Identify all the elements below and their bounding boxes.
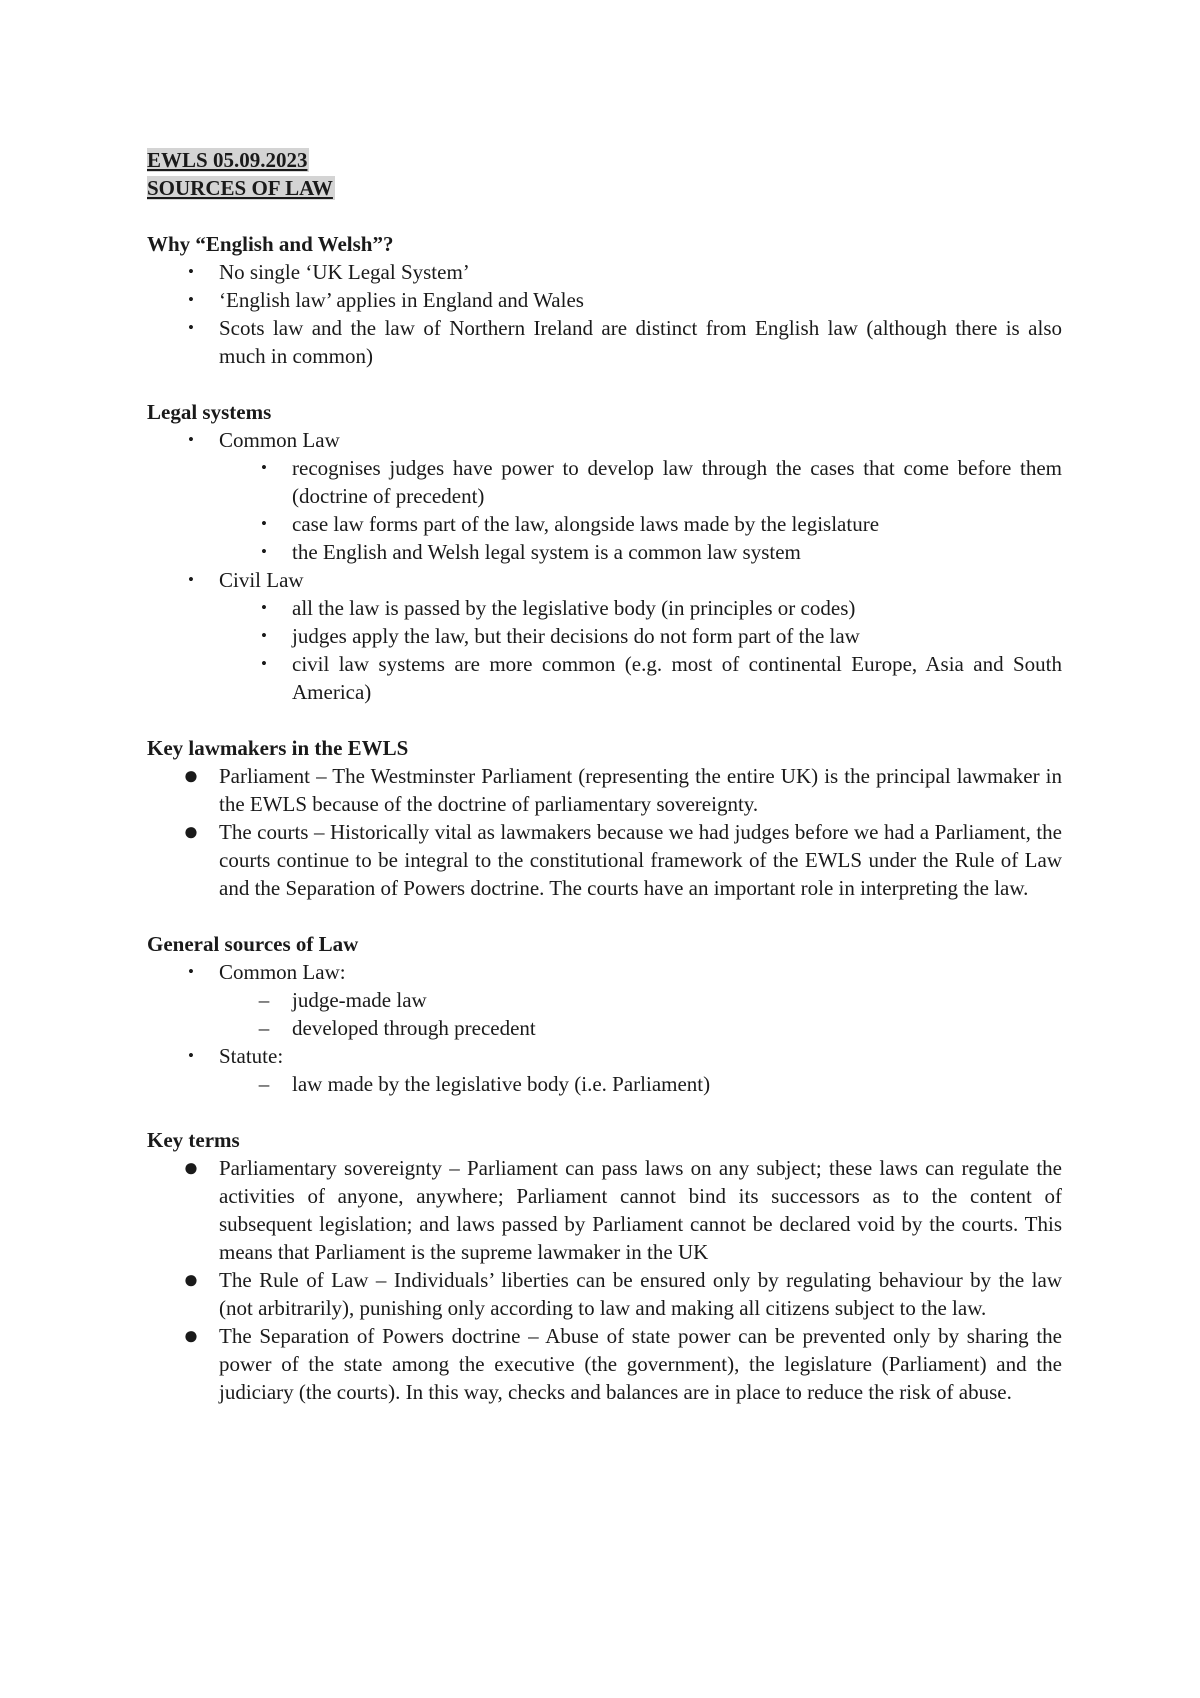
list-item: ● Parliament – The Westminster Parliament (representing the entire UK) is the principal lawmaker in the EWLS because of the doctrine of parliamentary sovereignty. bbox=[147, 762, 1062, 818]
document-body bbox=[147, 146, 1062, 1406]
bullet-icon: ● bbox=[183, 1265, 199, 1294]
dash-icon: – bbox=[258, 1016, 270, 1040]
bullet-icon: • bbox=[261, 626, 267, 645]
bullet-list bbox=[147, 258, 1062, 370]
bullet-icon: • bbox=[261, 598, 267, 617]
bullet-icon: ● bbox=[183, 1153, 199, 1182]
sub-list-item: • civil law systems are more common (e.g. most of continental Europe, Asia and South America) bbox=[147, 650, 1062, 706]
bullet-icon: • bbox=[188, 318, 194, 337]
list-item: ● The Separation of Powers doctrine – Abuse of state power can be prevented only by sharing the power of the state among the executive (the government), the legislature (Parliament) and the judiciary (the courts). In this way, checks and balances are in place to reduce the risk of abuse. bbox=[147, 1322, 1062, 1406]
doc-date-heading: EWLS 05.09.2023 bbox=[147, 148, 308, 172]
dash-icon: – bbox=[258, 1072, 270, 1096]
bullet-icon: • bbox=[261, 514, 267, 533]
list-item: • Civil Law bbox=[147, 566, 1062, 594]
bullet-list bbox=[147, 1154, 1062, 1406]
bullet-icon: ● bbox=[183, 761, 199, 790]
bullet-icon: • bbox=[188, 570, 194, 589]
section-heading: Legal systems bbox=[147, 400, 272, 424]
list-item: ● Parliamentary sovereignty – Parliament can pass laws on any subject; these laws can regulate the activities of anyone, anywhere; Parliament cannot bind its successors as to the content of subsequent legislation; and laws passed by Parliament cannot be declared void by the courts. This means that Parliament is the supreme lawmaker in the UK bbox=[147, 1154, 1062, 1266]
doc-title: SOURCES OF LAW bbox=[147, 176, 333, 200]
bullet-icon: ● bbox=[183, 1321, 199, 1350]
sub-list-item: • the English and Welsh legal system is a common law system bbox=[147, 538, 1062, 566]
bullet-icon: • bbox=[261, 654, 267, 673]
list-item: ● The courts – Historically vital as lawmakers because we had judges before we had a Parliament, the courts continue to be integral to the constitutional framework of the EWLS under the Rule of Law and the Separation of Powers doctrine. The courts have an important role in interpreting the law. bbox=[147, 818, 1062, 902]
bullet-icon: • bbox=[188, 430, 194, 449]
bullet-list bbox=[147, 426, 1062, 706]
sub-list-item: • case law forms part of the law, alongside laws made by the legislature bbox=[147, 510, 1062, 538]
bullet-icon: • bbox=[188, 1046, 194, 1065]
bullet-icon: • bbox=[261, 458, 267, 477]
list-item: • No single ‘UK Legal System’ bbox=[147, 258, 1062, 286]
sub-list-item: • recognises judges have power to develop law through the cases that come before them (doctrine of precedent) bbox=[147, 454, 1062, 510]
bullet-icon: • bbox=[188, 962, 194, 981]
section-heading: Key lawmakers in the EWLS bbox=[147, 736, 409, 760]
bullet-icon: • bbox=[261, 542, 267, 561]
bullet-icon: • bbox=[188, 262, 194, 281]
section-heading: Why “English and Welsh”? bbox=[147, 232, 394, 256]
bullet-list bbox=[147, 762, 1062, 902]
bullet-list bbox=[147, 958, 1062, 1098]
bullet-icon: • bbox=[188, 290, 194, 309]
list-item: • Statute: bbox=[147, 1042, 1062, 1070]
list-item: • Common Law: bbox=[147, 958, 1062, 986]
sub-list-item: – judge-made law bbox=[147, 986, 1062, 1014]
section-heading: General sources of Law bbox=[147, 932, 359, 956]
sub-list-item: – developed through precedent bbox=[147, 1014, 1062, 1042]
list-item: • Common Law bbox=[147, 426, 1062, 454]
list-item: ● The Rule of Law – Individuals’ liberties can be ensured only by regulating behaviour by the law (not arbitrarily), punishing only according to law and making all citizens subject to the law. bbox=[147, 1266, 1062, 1322]
sub-list-item: • all the law is passed by the legislative body (in principles or codes) bbox=[147, 594, 1062, 622]
list-item: • Scots law and the law of Northern Ireland are distinct from English law (although there is also much in common) bbox=[147, 314, 1062, 370]
list-item: • ‘English law’ applies in England and Wales bbox=[147, 286, 1062, 314]
dash-icon: – bbox=[258, 988, 270, 1012]
sub-list-item: • judges apply the law, but their decisions do not form part of the law bbox=[147, 622, 1062, 650]
sub-list-item: – law made by the legislative body (i.e. Parliament) bbox=[147, 1070, 1062, 1098]
section-heading: Key terms bbox=[147, 1128, 240, 1152]
bullet-icon: ● bbox=[183, 817, 199, 846]
